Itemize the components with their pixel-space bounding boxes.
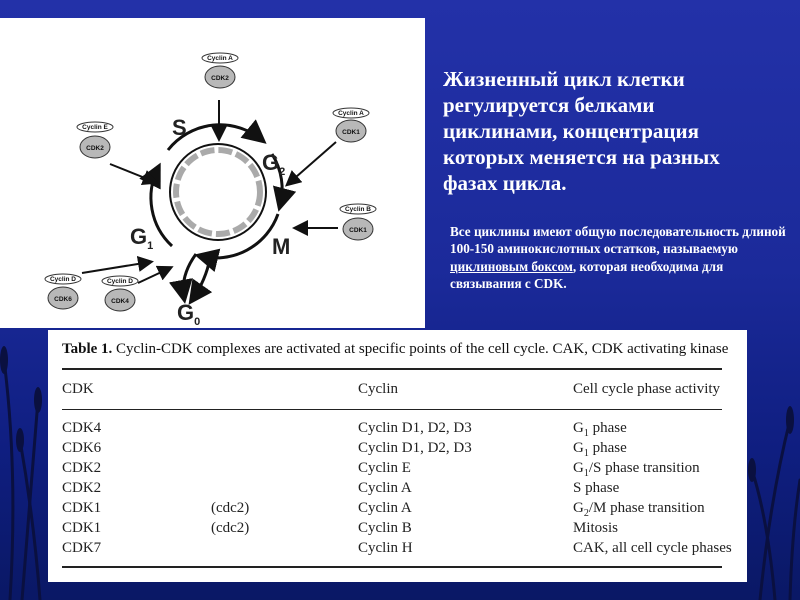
- phase-base: CAK, all cell cycle phases: [573, 540, 732, 556]
- cyclin-box-term: циклиновым боксом: [450, 258, 573, 274]
- row-cdk-alias: (cdc2): [211, 520, 250, 536]
- row-phase: [573, 440, 627, 459]
- row-cyclin: Cyclin A: [358, 480, 412, 496]
- svg-text:CDK4: CDK4: [111, 298, 129, 305]
- complex-arrows: [82, 100, 338, 283]
- row-cyclin: Cyclin E: [358, 460, 411, 476]
- phase-subscript: 2: [583, 508, 589, 519]
- svg-text:CDK1: CDK1: [342, 129, 360, 136]
- row-cdk: CDK1: [62, 500, 102, 516]
- complex-cyclin-d-cdk4: [102, 276, 138, 311]
- phase-g0-label: $G_0$: [177, 300, 201, 328]
- complex-cyclin-a-cdk1: [333, 108, 369, 142]
- phase-rest: /M phase transition: [588, 500, 705, 516]
- slide-heading: Жизненный цикл клетки регулируется белками циклинами, концентрация которых меняется на разных фазах цикла.: [443, 67, 720, 195]
- table-top-rule: [62, 368, 722, 370]
- row-cyclin: Cyclin D1, D2, D3: [358, 440, 472, 456]
- svg-text:Cyclin D: Cyclin D: [106, 278, 134, 285]
- note-text-after: , которая необходима для связывания с CDK.: [450, 258, 724, 292]
- row-cdk: CDK4: [62, 420, 102, 436]
- row-phase: [573, 520, 618, 539]
- phase-subscript: 1: [583, 448, 589, 459]
- cyclin-box-note: [450, 223, 795, 293]
- svg-text:Cyclin B: Cyclin B: [344, 206, 372, 213]
- row-cyclin: Cyclin A: [358, 500, 412, 516]
- row-phase: [573, 480, 619, 499]
- row-cdk: CDK2: [62, 460, 102, 476]
- row-phase: [573, 460, 700, 479]
- complex-cyclin-e-cdk2: [77, 122, 113, 158]
- phase-base: G: [573, 440, 584, 456]
- note-text-before: Все циклины имеют общую последовательность длиной 100-150 аминокислотных остатков, называемую: [450, 224, 786, 257]
- svg-text:Cyclin D: Cyclin D: [49, 276, 77, 283]
- svg-text:Cyclin E: Cyclin E: [82, 124, 108, 131]
- phase-subscript: 1: [583, 468, 589, 479]
- phase-base: Mitosis: [573, 520, 619, 536]
- row-cyclin: Cyclin H: [358, 540, 413, 556]
- phase-g1-label: $G_1$: [130, 224, 154, 252]
- table-bottom-rule: [62, 566, 722, 568]
- row-cdk-alias: (cdc2): [211, 500, 250, 516]
- phase-m-label: M: [272, 234, 291, 259]
- cell-cycle-diagram: [0, 18, 425, 328]
- row-phase: [573, 420, 627, 439]
- svg-text:CDK1: CDK1: [349, 227, 367, 234]
- phase-rest: /S phase transition: [588, 460, 700, 476]
- phase-g2-label: $G_2$: [262, 150, 286, 178]
- row-cyclin: Cyclin D1, D2, D3: [358, 420, 472, 436]
- phase-rest: phase: [588, 420, 627, 436]
- row-phase: [573, 540, 732, 559]
- phase-base: G: [573, 500, 584, 516]
- table-header-rule: [62, 409, 722, 410]
- phase-base: G: [573, 460, 584, 476]
- phase-subscript: 1: [583, 428, 589, 439]
- phase-rest: phase: [588, 440, 627, 456]
- cyclin-cdk-table: [48, 330, 747, 582]
- row-cdk: CDK6: [62, 440, 102, 456]
- phase-base: S phase: [573, 480, 620, 496]
- table-caption: Table 1. Cyclin-CDK complexes are activated at specific points of the cell cycle. CAK, CDK activating kinase: [62, 341, 729, 357]
- svg-text:CDK6: CDK6: [54, 296, 72, 303]
- svg-text:CDK2: CDK2: [86, 145, 104, 152]
- phase-s-label: S: [172, 115, 187, 140]
- cell-cycle-svg: [0, 18, 425, 328]
- row-cyclin: Cyclin B: [358, 520, 412, 536]
- complex-cyclin-d-cdk6: [45, 274, 81, 309]
- header-phase: Cell cycle phase activity: [573, 381, 721, 397]
- svg-text:Cyclin A: Cyclin A: [338, 110, 364, 117]
- svg-text:CDK2: CDK2: [211, 75, 229, 82]
- complex-cyclin-a-cdk2: [202, 53, 238, 88]
- row-cdk: CDK2: [62, 480, 102, 496]
- header-cyclin: Cyclin: [358, 381, 398, 397]
- phase-base: G: [573, 420, 584, 436]
- svg-text:Cyclin A: Cyclin A: [207, 55, 233, 62]
- complex-cyclin-b-cdk1: [340, 204, 376, 240]
- inner-ring: [170, 144, 266, 240]
- row-cdk: CDK7: [62, 540, 102, 556]
- row-phase: [573, 500, 705, 519]
- row-cdk: CDK1: [62, 520, 102, 536]
- header-cdk: CDK: [62, 381, 94, 397]
